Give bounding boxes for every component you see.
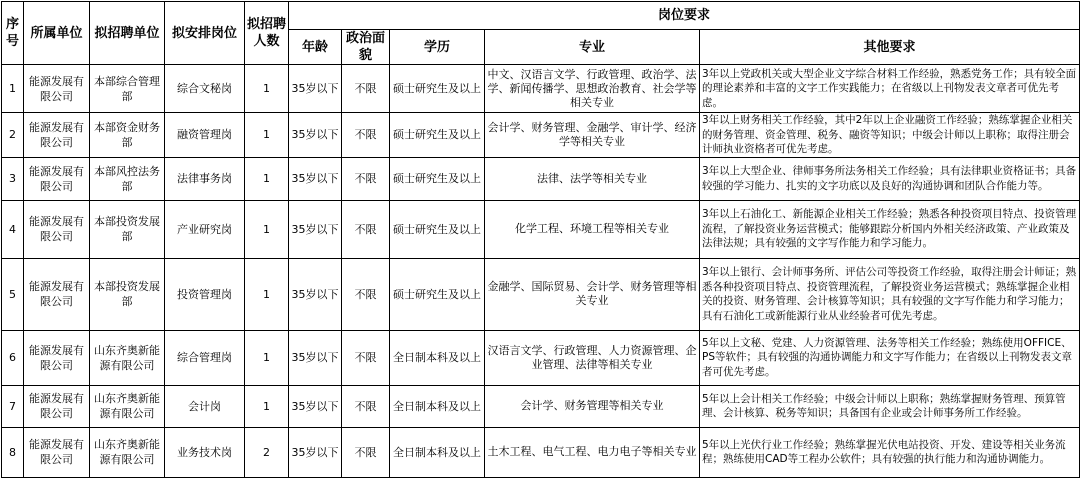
cell-other: 3年以上党政机关或大型企业文字综合材料工作经验，熟悉党务工作；具有较全面的理论素养和丰富的文字工作实践能力；在省级以上刊物发表文章者可优先考虑。 <box>700 65 1080 113</box>
cell-major: 金融学、国际贸易、会计学、财务管理等相关专业 <box>485 258 700 330</box>
cell-education: 硕士研究生及以上 <box>390 157 485 200</box>
cell-age: 35岁以下 <box>289 113 342 158</box>
cell-other: 3年以上石油化工、新能源企业相关工作经验；熟悉各种投资项目特点、投资管理流程，了解投资业务运营模式；能够跟踪分析国内外相关经济政策、产业政策及法律法规；具有较强的文字写作能力和学习能力。 <box>700 200 1080 258</box>
cell-count: 2 <box>245 427 289 477</box>
cell-other: 5年以上会计相关工作经验；中级会计师以上职称；熟练掌握财务管理、预算管理、会计核算、税务等知识；具备国有企业或会计师事务所工作经验。 <box>700 385 1080 427</box>
header-seq: 序号 <box>2 2 24 65</box>
table-body <box>2 65 1080 478</box>
cell-unit: 能源发展有限公司 <box>24 113 90 158</box>
cell-politics: 不限 <box>342 330 390 385</box>
cell-count: 1 <box>245 113 289 158</box>
cell-dept: 山东齐奥新能源有限公司 <box>90 330 165 385</box>
table-row <box>2 427 1080 477</box>
cell-count: 1 <box>245 385 289 427</box>
cell-major: 土木工程、电气工程、电力电子等相关专业 <box>485 427 700 477</box>
table-row <box>2 258 1080 330</box>
cell-count: 1 <box>245 157 289 200</box>
cell-seq: 4 <box>2 200 24 258</box>
cell-age: 35岁以下 <box>289 427 342 477</box>
cell-seq: 2 <box>2 113 24 158</box>
cell-politics: 不限 <box>342 427 390 477</box>
cell-major: 会计学、财务管理、金融学、审计学、经济学等相关专业 <box>485 113 700 158</box>
cell-age: 35岁以下 <box>289 330 342 385</box>
cell-count: 1 <box>245 330 289 385</box>
cell-post: 综合文秘岗 <box>165 65 245 113</box>
header-dept: 拟招聘单位 <box>90 2 165 65</box>
cell-dept: 本部投资发展部 <box>90 200 165 258</box>
cell-other: 3年以上大型企业、律师事务所法务相关工作经验；具有法律职业资格证书；具备较强的学习能力、扎实的文字功底以及良好的沟通协调和团队合作能力等。 <box>700 157 1080 200</box>
cell-seq: 6 <box>2 330 24 385</box>
cell-dept: 本部综合管理部 <box>90 65 165 113</box>
cell-politics: 不限 <box>342 200 390 258</box>
cell-politics: 不限 <box>342 258 390 330</box>
cell-age: 35岁以下 <box>289 65 342 113</box>
cell-major: 法律、法学等相关专业 <box>485 157 700 200</box>
cell-unit: 能源发展有限公司 <box>24 65 90 113</box>
cell-age: 35岁以下 <box>289 157 342 200</box>
cell-education: 硕士研究生及以上 <box>390 65 485 113</box>
cell-post: 投资管理岗 <box>165 258 245 330</box>
cell-unit: 能源发展有限公司 <box>24 157 90 200</box>
cell-other: 5年以上文秘、党建、人力资源管理、法务等相关工作经验；熟练使用OFFICE、PS等软件；具有较强的沟通协调能力和文字写作能力；在省级以上刊物发表文章者可优先考虑。 <box>700 330 1080 385</box>
cell-politics: 不限 <box>342 385 390 427</box>
cell-seq: 5 <box>2 258 24 330</box>
cell-seq: 7 <box>2 385 24 427</box>
table-row <box>2 157 1080 200</box>
cell-unit: 能源发展有限公司 <box>24 258 90 330</box>
cell-dept: 本部风控法务部 <box>90 157 165 200</box>
header-requirements: 岗位要求 <box>289 2 1080 30</box>
cell-unit: 能源发展有限公司 <box>24 200 90 258</box>
cell-post: 综合管理岗 <box>165 330 245 385</box>
cell-major: 会计学、财务管理等相关专业 <box>485 385 700 427</box>
cell-dept: 山东齐奥新能源有限公司 <box>90 427 165 477</box>
cell-seq: 1 <box>2 65 24 113</box>
cell-unit: 能源发展有限公司 <box>24 427 90 477</box>
cell-politics: 不限 <box>342 157 390 200</box>
cell-count: 1 <box>245 258 289 330</box>
cell-seq: 8 <box>2 427 24 477</box>
header-politics: 政治面貌 <box>342 30 390 65</box>
cell-count: 1 <box>245 200 289 258</box>
cell-education: 硕士研究生及以上 <box>390 113 485 158</box>
table-row <box>2 113 1080 158</box>
cell-major: 中文、汉语言文学、行政管理、政治学、法学、新闻传播学、思想政治教育、社会学等相关专业 <box>485 65 700 113</box>
cell-other: 3年以上银行、会计师事务所、评估公司等投资工作经验，取得注册会计师证；熟悉各种投资项目特点、投资管理流程，了解投资业务运营模式；熟练掌握企业相关的投资、财务管理、会计核算等知识；具有较强的文字写作能力和学习能力；具有石油化工或新能源行业从业经验者可优先考虑。 <box>700 258 1080 330</box>
cell-dept: 本部资金财务部 <box>90 113 165 158</box>
cell-age: 35岁以下 <box>289 258 342 330</box>
cell-dept: 山东齐奥新能源有限公司 <box>90 385 165 427</box>
cell-other: 3年以上财务相关工作经验，其中2年以上企业融资工作经验；熟练掌握企业相关的财务管理、资金管理、税务、融资等知识；中级会计师以上职称；取得注册会计师执业资格者可优先考虑。 <box>700 113 1080 158</box>
cell-major: 化学工程、环境工程等相关专业 <box>485 200 700 258</box>
cell-post: 法律事务岗 <box>165 157 245 200</box>
cell-politics: 不限 <box>342 113 390 158</box>
header-count: 拟招聘人数 <box>245 2 289 65</box>
header-education: 学历 <box>390 30 485 65</box>
cell-politics: 不限 <box>342 65 390 113</box>
header-major: 专业 <box>485 30 700 65</box>
cell-education: 全日制本科及以上 <box>390 385 485 427</box>
cell-unit: 能源发展有限公司 <box>24 330 90 385</box>
cell-count: 1 <box>245 65 289 113</box>
table-row <box>2 65 1080 113</box>
table-row <box>2 200 1080 258</box>
table-row <box>2 330 1080 385</box>
cell-education: 全日制本科及以上 <box>390 330 485 385</box>
cell-age: 35岁以下 <box>289 200 342 258</box>
header-unit: 所属单位 <box>24 2 90 65</box>
cell-other: 5年以上光伏行业工作经验；熟练掌握光伏电站投资、开发、建设等相关业务流程；熟练使用CAD等工程办公软件；具有较强的执行能力和沟通协调能力。 <box>700 427 1080 477</box>
header-age: 年龄 <box>289 30 342 65</box>
table-row <box>2 385 1080 427</box>
header-other: 其他要求 <box>700 30 1080 65</box>
header-post: 拟安排岗位 <box>165 2 245 65</box>
cell-major: 汉语言文学、行政管理、人力资源管理、企业管理、法律等相关专业 <box>485 330 700 385</box>
cell-education: 全日制本科及以上 <box>390 427 485 477</box>
cell-education: 硕士研究生及以上 <box>390 258 485 330</box>
cell-age: 35岁以下 <box>289 385 342 427</box>
cell-dept: 本部投资发展部 <box>90 258 165 330</box>
cell-post: 会计岗 <box>165 385 245 427</box>
recruitment-table <box>1 1 1080 478</box>
cell-unit: 能源发展有限公司 <box>24 385 90 427</box>
cell-post: 业务技术岗 <box>165 427 245 477</box>
cell-seq: 3 <box>2 157 24 200</box>
cell-education: 硕士研究生及以上 <box>390 200 485 258</box>
cell-post: 产业研究岗 <box>165 200 245 258</box>
cell-post: 融资管理岗 <box>165 113 245 158</box>
